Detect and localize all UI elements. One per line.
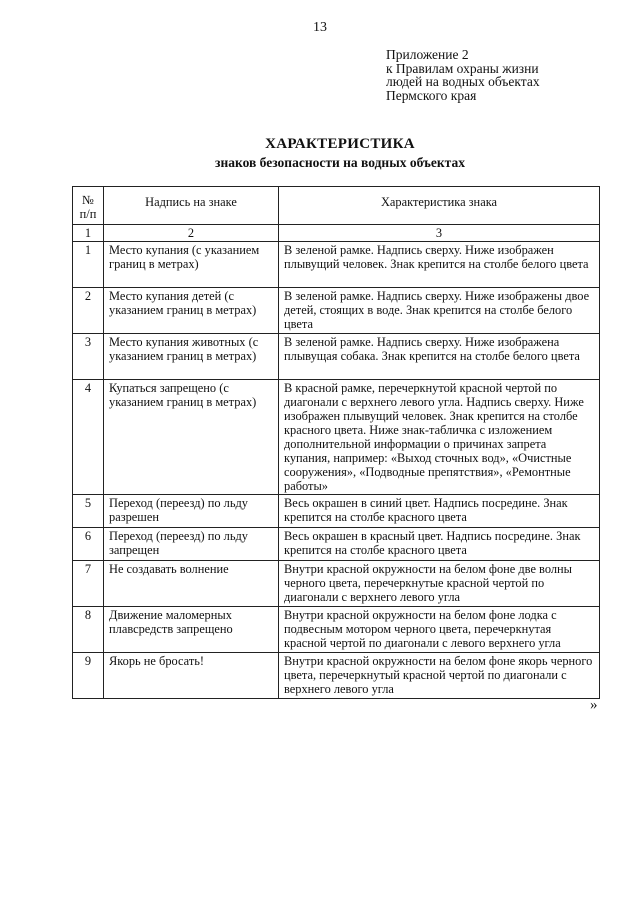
row-description: В зеленой рамке. Надпись сверху. Ниже изображена плывущая собака. Знак крепится на столбе белого цвета: [279, 334, 600, 380]
appendix-line: Приложение 2: [386, 47, 469, 62]
row-inscription: Купаться запрещено (с указанием границ в метрах): [104, 380, 279, 495]
row-number: 2: [73, 288, 104, 334]
row-description: Весь окрашен в красный цвет. Надпись посредине. Знак крепится на столбе красного цвета: [279, 528, 600, 561]
row-inscription: Переход (переезд) по льду запрещен: [104, 528, 279, 561]
row-description: Внутри красной окружности на белом фоне две волны черного цвета, перечеркнутые красной чертой по диагонали с верхнего левого угла: [279, 561, 600, 607]
row-inscription: Место купания (с указанием границ в метрах): [104, 242, 279, 288]
column-number: 2: [104, 225, 279, 242]
row-inscription: Переход (переезд) по льду разрешен: [104, 495, 279, 528]
appendix-line: людей на водных объектах: [386, 74, 540, 89]
row-description: Внутри красной окружности на белом фоне лодка с подвесным мотором черного цвета, перечеркнутая красной чертой по диагонали с левого верхнего угла: [279, 607, 600, 653]
header-num-line: п/п: [79, 207, 97, 221]
continuation-mark: »: [590, 697, 598, 713]
table-row: [73, 653, 600, 699]
row-inscription: Место купания детей (с указанием границ в метрах): [104, 288, 279, 334]
header-inscription: Надпись на знаке: [104, 187, 279, 225]
row-description: Весь окрашен в синий цвет. Надпись посредине. Знак крепится на столбе красного цвета: [279, 495, 600, 528]
column-number-row: [73, 225, 600, 242]
row-number: 1: [73, 242, 104, 288]
table-row: [73, 607, 600, 653]
table-row: [73, 528, 600, 561]
document-subtitle: знаков безопасности на водных объектах: [215, 155, 465, 170]
appendix-line: Пермского края: [386, 87, 477, 103]
table-row: [73, 561, 600, 607]
appendix-block: [386, 48, 540, 102]
header-num: [73, 187, 104, 225]
row-description: Внутри красной окружности на белом фоне якорь черного цвета, перечеркнутый красной чертой по диагонали с верхнего левого угла: [279, 653, 600, 699]
row-inscription: Место купания животных (с указанием границ в метрах): [104, 334, 279, 380]
header-num-line: №: [82, 193, 94, 207]
row-inscription: Якорь не бросать!: [104, 653, 279, 699]
page-number: 13: [313, 20, 327, 35]
table-header-row: [73, 187, 600, 225]
document-title: ХАРАКТЕРИСТИКА: [265, 136, 415, 152]
row-number: 6: [73, 528, 104, 561]
row-description: В зеленой рамке. Надпись сверху. Ниже изображен плывущий человек. Знак крепится на столбе белого цвета: [279, 242, 600, 288]
row-number: 4: [73, 380, 104, 495]
row-number: 9: [73, 653, 104, 699]
row-number: 3: [73, 334, 104, 380]
row-description: В красной рамке, перечеркнутой красной чертой по диагонали с верхнего левого угла. Надпись сверху. Ниже изображен плывущий человек. Знак крепится на столбе красного цвета. Ниже знак-табличка с изложением дополнительной информации о причинах запрета купания, например: «Выход сточных вод», «Очистные сооружения», «Подводные препятствия», «Ремонтные работы»: [279, 380, 600, 495]
table-row: [73, 380, 600, 495]
row-inscription: Не создавать волнение: [104, 561, 279, 607]
table-row: [73, 334, 600, 380]
table-row: [73, 495, 600, 528]
row-number: 5: [73, 495, 104, 528]
row-number: 7: [73, 561, 104, 607]
column-number: 1: [73, 225, 104, 242]
row-number: 8: [73, 607, 104, 653]
row-description: В зеленой рамке. Надпись сверху. Ниже изображены двое детей, стоящих в воде. Знак крепится на столбе белого цвета: [279, 288, 600, 334]
table-row: [73, 288, 600, 334]
signs-table: [72, 186, 600, 699]
row-inscription: Движение маломерных плавсредств запрещено: [104, 607, 279, 653]
column-number: 3: [279, 225, 600, 242]
header-description: Характеристика знака: [279, 187, 600, 225]
table-row: [73, 242, 600, 288]
appendix-line: к Правилам охраны жизни: [386, 60, 539, 76]
